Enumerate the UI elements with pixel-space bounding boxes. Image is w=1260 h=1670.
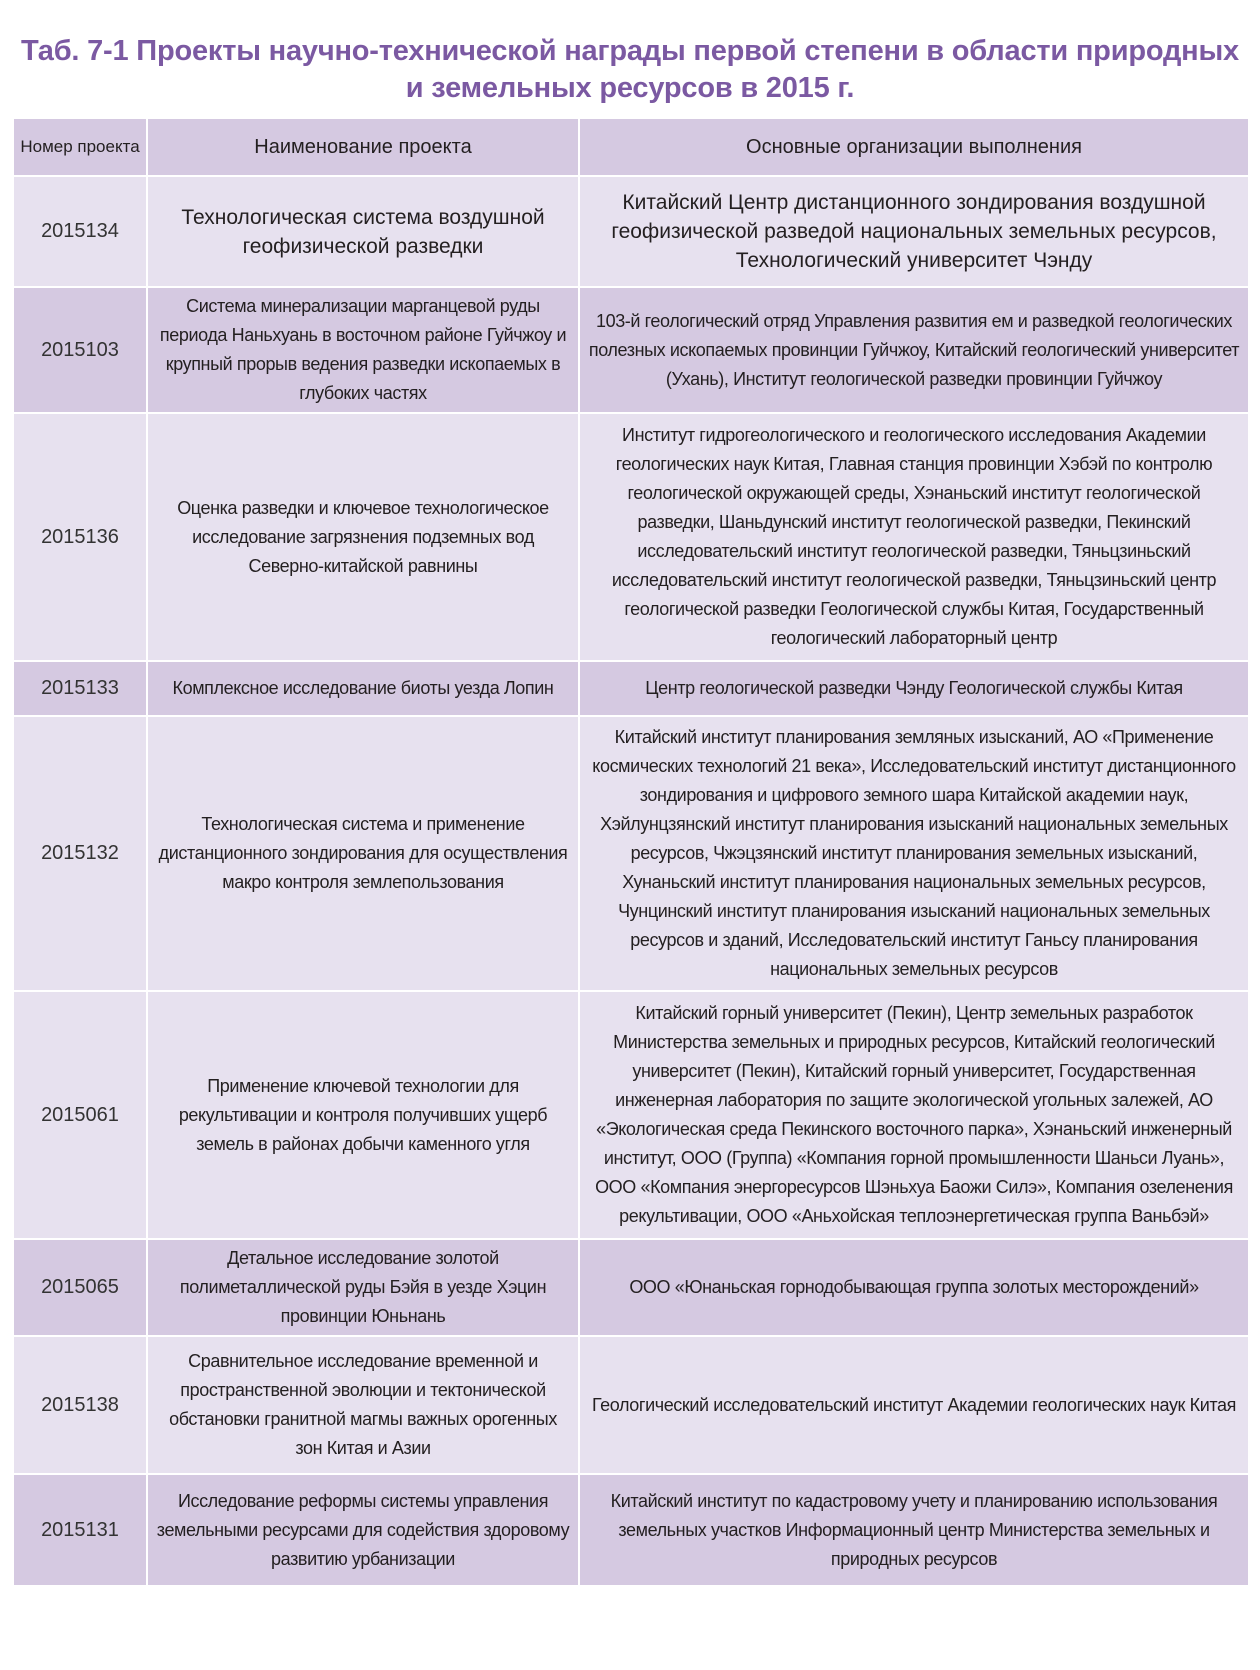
table-row [13,991,1249,1239]
project-organizations: ООО «Юнаньская горнодобывающая группа золотых месторождений» [579,1239,1249,1336]
table-row [13,287,1249,413]
table-row [13,661,1249,716]
project-organizations: Китайский институт по кадастровому учету и планированию использования земельных участков Информационный центр Министерства земельных и природных ресурсов [579,1474,1249,1586]
project-number: 2015103 [13,287,147,413]
header-project-number: Номер проекта [13,118,147,176]
project-name: Технологическая система воздушной геофизической разведки [147,176,579,287]
header-organizations: Основные организации выполнения [579,118,1249,176]
project-organizations: Китайский Центр дистанционного зондирования воздушной геофизической разведой национальных земельных ресурсов, Технологический университет Чэнду [579,176,1249,287]
table-row [13,413,1249,661]
project-name: Применение ключевой технологии для рекультивации и контроля получивших ущерб земель в районах добычи каменного угля [147,991,579,1239]
projects-table [12,117,1250,1587]
project-name: Комплексное исследование биоты уезда Лопин [147,661,579,716]
page-title [0,0,1260,109]
header-project-name: Наименование проекта [147,118,579,176]
project-number: 2015131 [13,1474,147,1586]
project-number: 2015133 [13,661,147,716]
table-row [13,1336,1249,1474]
project-organizations: Геологический исследовательский институт Академии геологических наук Китая [579,1336,1249,1474]
title-line-2: и земельных ресурсов в 2015 г. [405,72,855,104]
project-number: 2015132 [13,716,147,991]
project-name: Исследование реформы системы управления земельными ресурсами для содействия здоровому развитию урбанизации [147,1474,579,1586]
project-organizations: 103-й геологический отряд Управления развития ем и разведкой геологических полезных ископаемых провинции Гуйчжоу, Китайский геологический университет (Ухань), Институт геологической разведки провинции Гуйчжоу [579,287,1249,413]
project-name: Детальное исследование золотой полиметаллической руды Бэйя в уезде Хэцин провинции Юньнань [147,1239,579,1336]
project-number: 2015065 [13,1239,147,1336]
title-line-1: Таб. 7-1 Проекты научно-технической награды первой степени в области природных [20,35,1239,67]
table-row [13,176,1249,287]
project-name: Система минерализации марганцевой руды периода Наньхуань в восточном районе Гуйчжоу и крупный прорыв ведения разведки ископаемых в глубоких частях [147,287,579,413]
table-row [13,716,1249,991]
project-organizations: Институт гидрогеологического и геологического исследования Академии геологических наук Китая, Главная станция провинции Хэбэй по контролю геологической окружающей среды, Хэнаньский институт геологической разведки, Шаньдунский институт геологической разведки, Пекинский исследовательский институт геологической разведки, Тяньцзиньский исследовательский институт геологической разведки, Тяньцзиньский центр геологической разведки Геологической службы Китая, Государственный геологический лабораторный центр [579,413,1249,661]
project-name: Оценка разведки и ключевое технологическое исследование загрязнения подземных вод Северно-китайской равнины [147,413,579,661]
project-number: 2015136 [13,413,147,661]
project-organizations: Китайский институт планирования земляных изысканий, АО «Применение космических технологий 21 века», Исследовательский институт дистанционного зондирования и цифрового земного шара Китайской академии наук, Хэйлунцзянский институт планирования изысканий национальных земельных ресурсов, Чжэцзянский институт планирования земельных изысканий, Хунаньский институт планирования национальных земельных ресурсов, Чунцинский институт планирования изысканий национальных земельных ресурсов и зданий, Исследовательский институт Ганьсу планирования национальных земельных ресурсов [579,716,1249,991]
table-row [13,1474,1249,1586]
project-number: 2015061 [13,991,147,1239]
project-name: Технологическая система и применение дистанционного зондирования для осуществления макро контроля землепользования [147,716,579,991]
table-row [13,1239,1249,1336]
project-organizations: Китайский горный университет (Пекин), Центр земельных разработок Министерства земельных и природных ресурсов, Китайский геологический университет (Пекин), Китайский горный университет, Государственная инженерная лаборатория по защите экологической угольных залежей, АО «Экологическая среда Пекинского восточного парка», Хэнаньский инженерный институт, ООО (Группа) «Компания горной промышленности Шаньси Луань», ООО «Компания энергоресурсов Шэньхуа Баожи Силэ», Компания озеленения рекультивации, ООО «Аньхойская теплоэнергетическая группа Ваньбэй» [579,991,1249,1239]
table-header-row [13,118,1249,176]
project-name: Сравнительное исследование временной и пространственной эволюции и тектонической обстановки гранитной магмы важных орогенных зон Китая и Азии [147,1336,579,1474]
project-number: 2015138 [13,1336,147,1474]
project-number: 2015134 [13,176,147,287]
project-organizations: Центр геологической разведки Чэнду Геологической службы Китая [579,661,1249,716]
